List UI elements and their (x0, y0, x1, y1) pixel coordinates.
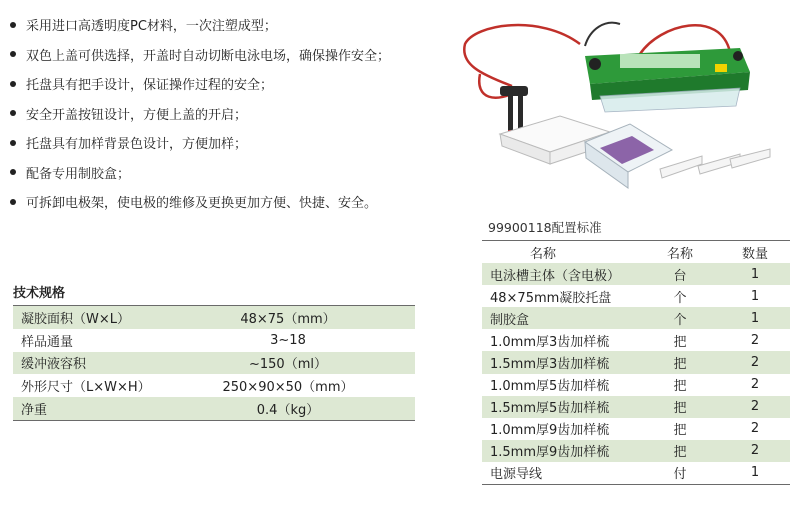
table-row: 净重 0.4（kg） (13, 397, 415, 420)
table-row: 外形尺寸（L×W×H） 250×90×50（mm） (21, 380, 354, 396)
feature-list (10, 10, 450, 217)
bullet-icon (10, 169, 16, 175)
table-row: 1.5mm厚9齿加样梳 把 2 (482, 440, 790, 462)
table-row: 1.0mm厚9齿加样梳 把 2 (490, 421, 760, 439)
feature-item: 双色上盖可供选择，开盖时自动切断电泳电场，确保操作安全； (10, 40, 450, 70)
feature-item: 托盘具有加样背景色设计，方便加样； (10, 128, 450, 158)
column-header-name: 名称 (530, 246, 557, 262)
table-row: 1.5mm厚5齿加样梳 把 2 (482, 396, 790, 418)
feature-item: 安全开盖按钮设计，方便上盖的开启； (10, 99, 450, 129)
bullet-icon (10, 51, 16, 57)
column-header-qty: 数量 (741, 246, 768, 262)
table-row: 48×75mm凝胶托盘 个 1 (490, 288, 760, 306)
bullet-icon (10, 110, 16, 116)
table-row: 样品通量 3~18 (21, 332, 306, 350)
config-table (482, 240, 790, 485)
column-header-unit: 名称 (666, 246, 693, 262)
table-row: 1.5mm厚3齿加样梳 把 2 (482, 351, 790, 373)
table-row: 电源导线 付 1 (490, 465, 760, 483)
bullet-icon (10, 199, 16, 205)
bullet-icon (10, 81, 16, 87)
bullet-icon (10, 140, 16, 146)
spec-title: 技术规格 (13, 286, 66, 301)
comb-icon (660, 149, 770, 178)
config-title: 99900118配置标准 (488, 220, 602, 235)
bullet-icon (10, 22, 16, 28)
spec-table (13, 305, 415, 421)
product-illustration (440, 4, 800, 210)
feature-item: 配备专用制胶盒； (10, 158, 450, 188)
feature-item: 采用进口高透明度PC材料，一次注塑成型； (10, 10, 450, 40)
table-row: 1.0mm厚5齿加样梳 把 2 (490, 377, 760, 395)
table-row: 1.0mm厚3齿加样梳 把 2 (490, 332, 760, 350)
table-header-row (482, 241, 790, 264)
feature-item: 托盘具有把手设计，保证操作过程的安全； (10, 69, 450, 99)
table-row: 凝胶面积（W×L） 48×75（mm） (13, 306, 415, 329)
feature-item: 可拆卸电极架，使电极的维修及更换更加方便、快捷、安全。 (10, 187, 450, 217)
table-row: 制胶盒 个 1 (482, 307, 790, 329)
table-row: 电泳槽主体（含电极） 台 1 (482, 263, 790, 285)
table-row: 缓冲液容积 ~150（ml） (13, 352, 415, 375)
tank-icon (585, 48, 750, 112)
